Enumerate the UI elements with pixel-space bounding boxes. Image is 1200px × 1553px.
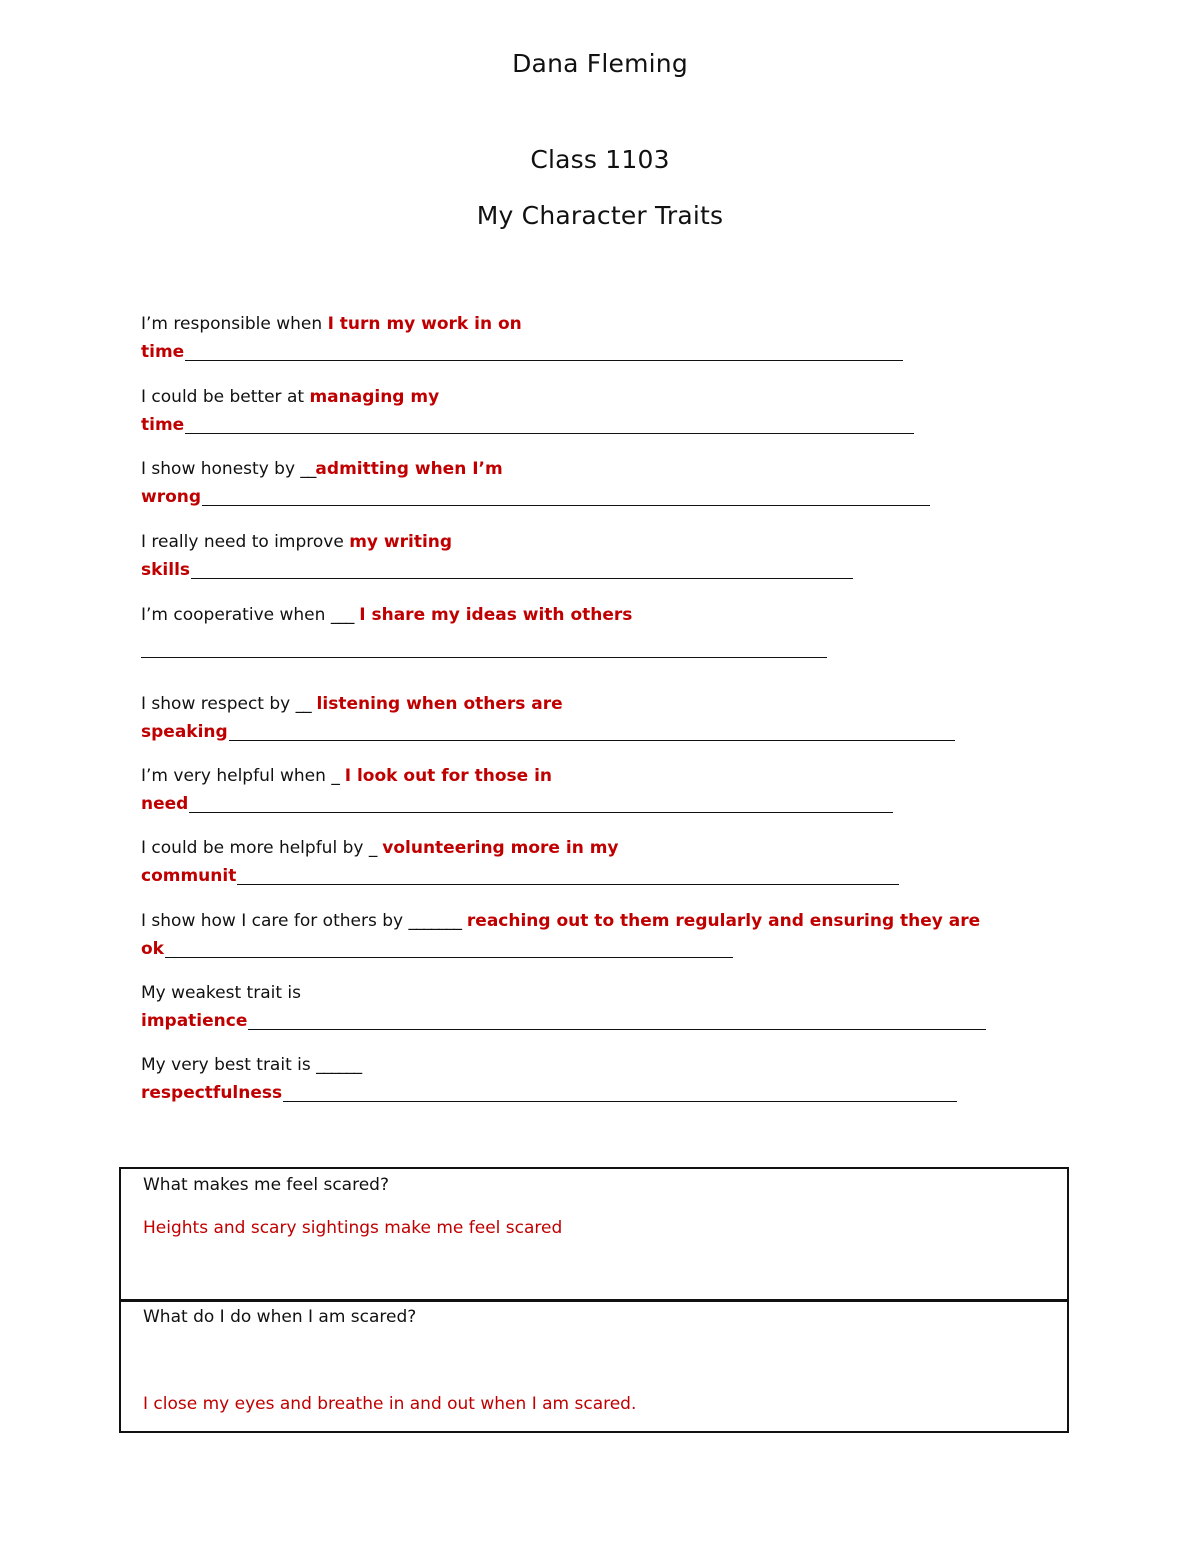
trait-item	[141, 690, 955, 746]
answer-text[interactable]: I close my eyes and breathe in and out when I am scared.	[143, 1394, 637, 1414]
trait-prompt-row	[141, 383, 914, 411]
prefix-blank: ___	[330, 605, 354, 625]
spacer-row	[141, 629, 827, 657]
answer-underline	[191, 578, 853, 579]
question-box-coping	[119, 1299, 1069, 1433]
trait-answer-row	[141, 483, 930, 511]
question-text: What makes me feel scared?	[143, 1175, 389, 1195]
prefix-blank: _______	[408, 911, 461, 931]
trait-prompt-row	[141, 1051, 957, 1079]
trait-prompt: I show honesty by	[141, 459, 301, 479]
trait-prompt: I could be more helpful by	[141, 838, 369, 858]
trait-prompt-row	[141, 690, 955, 718]
trait-answer[interactable]: my writing	[349, 532, 453, 552]
trait-answer-continued[interactable]: skills	[141, 560, 191, 580]
trait-item	[141, 310, 903, 366]
trait-answer[interactable]: I share my ideas with others	[353, 605, 633, 625]
trait-answer-continued[interactable]: need	[141, 794, 189, 814]
trait-prompt-row	[141, 310, 903, 338]
trait-item	[141, 979, 986, 1035]
prefix-blank: _	[331, 766, 339, 786]
answer-underline	[283, 1101, 957, 1102]
trait-prompt: My weakest trait is	[141, 983, 301, 1003]
trait-prompt: I’m very helpful when	[141, 766, 332, 786]
trait-answer-row	[141, 338, 903, 366]
trait-answer-row	[141, 718, 955, 746]
trait-answer-continued[interactable]: communit	[141, 866, 237, 886]
answer-underline	[185, 433, 914, 434]
trait-answer-continued[interactable]: impatience	[141, 1011, 248, 1031]
trait-prompt: I show respect by	[141, 694, 296, 714]
trait-prompt-row	[141, 528, 853, 556]
trait-item	[141, 762, 893, 818]
prefix-blank: __	[300, 459, 316, 479]
answer-underline	[229, 740, 955, 741]
trait-answer-continued[interactable]: respectfulness	[141, 1083, 283, 1103]
trait-prompt: I really need to improve	[141, 532, 350, 552]
trait-prompt-row	[141, 455, 930, 483]
trait-item	[141, 383, 914, 439]
trait-answer[interactable]: managing my	[309, 387, 440, 407]
trait-prompt: I’m responsible when	[141, 314, 328, 334]
trait-prompt-row	[141, 601, 827, 629]
trait-prompt-row	[141, 834, 899, 862]
trait-answer[interactable]: admitting when I’m	[315, 459, 503, 479]
trait-prompt: I show how I care for others by	[141, 911, 409, 931]
trait-answer-continued[interactable]: ok	[141, 939, 164, 959]
trait-prompt: I could be better at	[141, 387, 310, 407]
answer-text[interactable]: Heights and scary sightings make me feel scared	[143, 1218, 563, 1238]
answer-underline	[202, 505, 930, 506]
trait-answer[interactable]: volunteering more in my	[376, 838, 619, 858]
class-label: Class 1103	[530, 145, 670, 174]
trait-answer-row	[141, 556, 853, 584]
answer-underline	[185, 360, 903, 361]
student-name: Dana Fleming	[512, 49, 688, 78]
trait-answer[interactable]: I turn my work in on	[327, 314, 522, 334]
trait-answer[interactable]: I look out for those in	[338, 766, 552, 786]
trait-answer-row	[141, 411, 914, 439]
trait-prompt: My very best trait is	[141, 1055, 317, 1075]
trait-answer-continued[interactable]: speaking	[141, 722, 228, 742]
trait-answer-continued[interactable]: time	[141, 415, 185, 435]
trait-answer-continued[interactable]: time	[141, 342, 185, 362]
trait-item	[141, 1051, 957, 1107]
trait-answer-row	[141, 862, 899, 890]
trait-item	[141, 601, 827, 677]
trait-item	[141, 455, 930, 511]
trait-prompt-row	[141, 907, 980, 935]
trait-prompt-row	[141, 979, 986, 1007]
answer-underline	[165, 957, 733, 958]
trait-answer[interactable]: listening when others are	[310, 694, 563, 714]
answer-underline	[141, 657, 827, 658]
trait-item	[141, 907, 980, 963]
trait-item	[141, 528, 853, 584]
answer-underline	[248, 1029, 986, 1030]
trait-answer-row	[141, 657, 827, 677]
prefix-blank: ______	[316, 1055, 362, 1075]
answer-underline	[189, 812, 893, 813]
trait-answer-row	[141, 935, 980, 963]
page-title: My Character Traits	[476, 201, 724, 230]
question-box-scared	[119, 1167, 1069, 1302]
trait-answer-row	[141, 1007, 986, 1035]
answer-underline	[237, 884, 899, 885]
trait-answer-continued[interactable]: wrong	[141, 487, 202, 507]
prefix-blank: __	[295, 694, 311, 714]
trait-answer-row	[141, 790, 893, 818]
trait-answer[interactable]: reaching out to them regularly and ensuring they are	[460, 911, 981, 931]
trait-answer-row	[141, 1079, 957, 1107]
prefix-blank: _	[368, 838, 377, 858]
question-text: What do I do when I am scared?	[143, 1307, 417, 1327]
trait-item	[141, 834, 899, 890]
trait-prompt: I’m cooperative when	[141, 605, 331, 625]
trait-prompt-row	[141, 762, 893, 790]
